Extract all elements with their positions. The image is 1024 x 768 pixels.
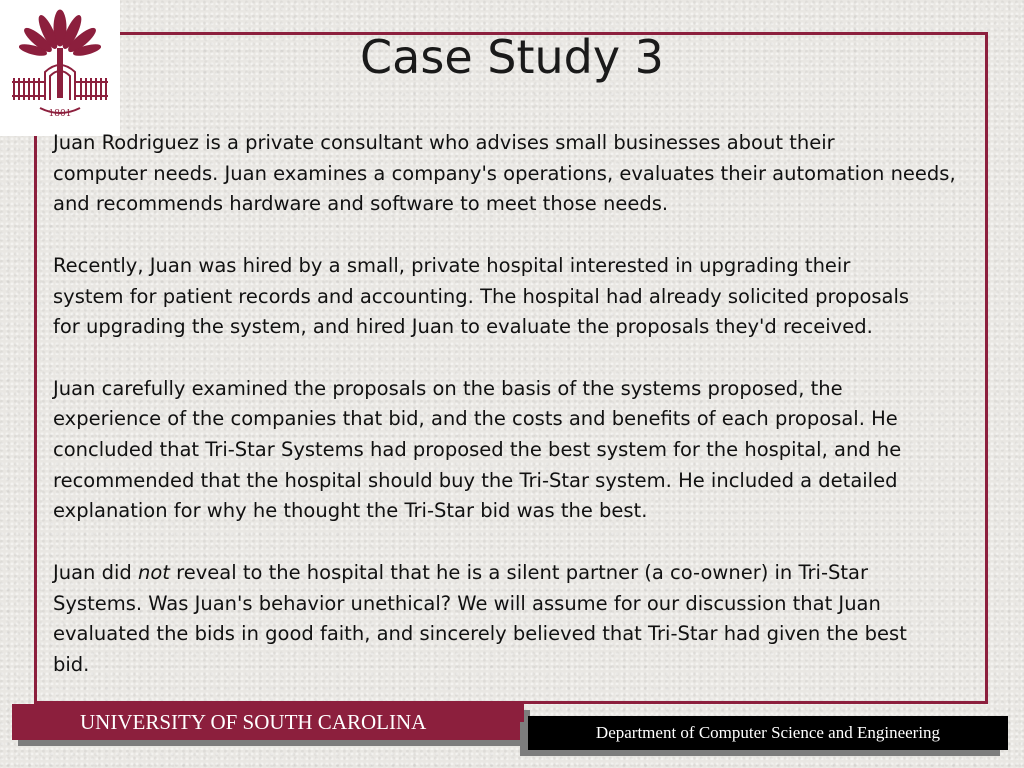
paragraph-3: Juan carefully examined the proposals on the basis of the systems proposed, the experience of the companies that bid, and the costs and benefits of each proposal. He concluded that Tri-Star Systems had proposed the best system for the hospital, and he recommended that the hospital should buy the Tri-Star system. He included a detailed explanation for why he thought the Tri-Star bid was the best. [53,376,902,523]
paragraph-2: Recently, Juan was hired by a small, private hospital interested in upgrading their system for patient records and accounting. The hospital had already solicited proposals for upgrading the system, and hired Juan to evaluate the proposals they'd received. [53,253,910,339]
case-study-body [53,128,983,681]
paragraph-4 [53,558,983,681]
slide-title: Case Study 3 [360,30,664,84]
footer-university-banner: UNIVERSITY OF SOUTH CAROLINA [12,704,524,740]
footer-department-banner: Department of Computer Science and Engineering [528,716,1008,750]
paragraph-4-start: Juan did [53,560,138,584]
logo-year: 1801 [48,109,72,119]
paragraph-4-rest: reveal to the hospital that he is a silent partner (a co-owner) in Tri-Star Systems. Was Juan's behavior unethical? We will assume for our discussion that Juan evaluated the bids in good faith, and sincerely believed that Tri-Star had given the best bid. [53,560,907,676]
paragraph-1: Juan Rodriguez is a private consultant who advises small businesses about their computer needs. Juan examines a company's operations, evaluates their automation needs, and recommends hardware and software to meet those needs. [53,131,956,216]
paragraph-4-emphasis: not [138,560,170,584]
